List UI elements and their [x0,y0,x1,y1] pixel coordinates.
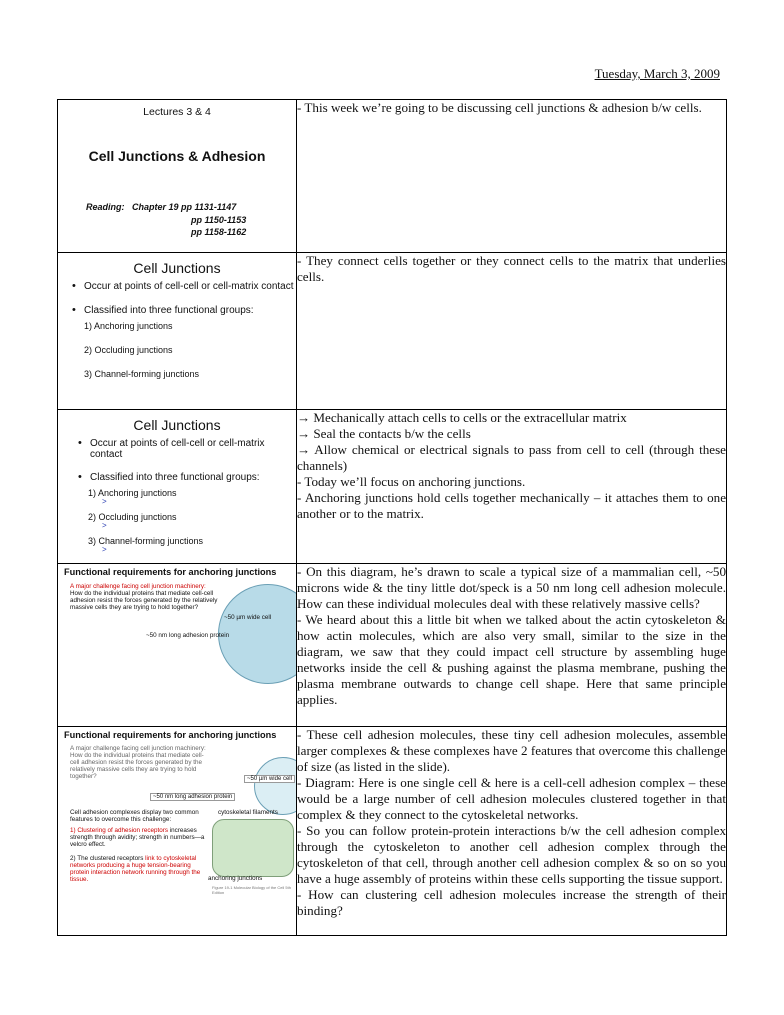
reading-item: pp 1158-1162 [191,227,247,237]
protein-size-label: ~50 nm long adhesion protein [146,632,230,639]
anchoring-label: anchoring junctions [208,875,263,882]
reading-item: pp 1150-1153 [191,214,247,225]
note-cell [297,253,727,410]
reading-label: Reading: [86,202,125,212]
slide-bullet: • Classified into three functional groups: [72,305,296,316]
arrow-marker: > [102,497,107,506]
cell-size-label: ~50 µm wide cell [224,614,272,621]
note-paragraph: → Allow chemical or electrical signals to pass from cell to cell (through these channels) [297,442,726,473]
slide-feature-2 [70,855,210,883]
feature-2-rest: producing a huge tension-bearing protein interaction network running through the tissue. [70,862,201,883]
feature-1-highlight: 1) Clustering of adhesion receptors [70,827,169,834]
arrow-marker: > [102,545,107,554]
slide-title: Functional requirements for anchoring junctions [64,567,277,577]
note-cell [297,410,727,564]
note-cell [297,564,727,727]
table-row [58,564,727,727]
slide-list-item: 3) Channel-forming junctions [88,536,204,546]
table-row [58,727,727,936]
figure-credit: Figure 19-1 Molecular Biology of the Cell 5th Edition [212,885,291,895]
table-row [58,410,727,564]
cell-circle [218,584,296,684]
slide-list-item: 1) Anchoring junctions [84,321,173,331]
slide-title: Functional requirements for anchoring junctions [64,730,277,740]
slide-question: How do the individual proteins that mediate cell-cell adhesion resist the forces generated by the relatively massive cells they are trying to hold together? [70,590,218,611]
feature-2-highlight: link to cytoskeletal networks [70,855,197,869]
cell-circle [254,757,296,815]
slide-bullet: • Occur at points of cell-cell or cell-matrix contact [78,438,296,460]
slide-thumbnail [58,410,297,564]
note-paragraph: - Today we’ll focus on anchoring junctions. [297,474,526,489]
slide-bullet: • Occur at points of cell-cell or cell-matrix contact [72,281,296,292]
slide-thumbnail [58,253,297,410]
slide-list-item: 3) Channel-forming junctions [84,369,200,379]
slide-title: Cell Junctions & Adhesion [88,148,266,164]
note-paragraph: - This week we’re going to be discussing cell junctions & adhesion b/w cells. [297,100,702,115]
reading-list [86,201,296,239]
page-date: Tuesday, March 3, 2009 [594,66,720,81]
table-row [58,100,727,253]
note-paragraph: - On this diagram, he’s drawn to scale a typical size of a mammalian cell, ~50 microns wide & the tiny little dot/speck is a 50 nm long cell adhesion molecule. How can these individual molecules deal with these relatively massive cells? [297,564,726,611]
note-paragraph: - They connect cells together or they connect cells to the matrix that underlies cells. [297,253,726,284]
note-paragraph: - So you can follow protein-protein interactions b/w the cell adhesion complex through the cytoskeleton to another cell adhesion complex through the cytoskeleton of that cell, through another cell adhesion complex & so on so you have a huge assembly of proteins within these cells supporting the tissue support. [297,823,726,886]
note-paragraph: → Seal the contacts b/w the cells [297,426,471,441]
note-paragraph: - We heard about this a little bit when we talked about the actin cytoskeleton & how actin molecules, which are also very small, similar to the size in the diagram, we saw that they could impact cell structure by assembling huge networks inside the cell & pushing against the plasma membrane, pushing the plasma membrane outwards to change cell shape. Here that same principle applies. [297,612,726,707]
cell-size-label: ~50 µm wide cell [244,775,295,783]
note-paragraph: - These cell adhesion molecules, these tiny cell adhesion molecules, assemble larger complexes & these complexes have 2 features that overcome this challenge of size (as listed in the slide). [297,727,726,774]
feature-2-text: 2) The clustered receptors [70,855,144,862]
table-row [58,253,727,410]
note-cell [297,727,727,936]
slide-feature-1 [70,827,210,848]
slide-thumbnail [58,727,297,936]
arrow-marker: > [102,521,107,530]
reading-item: Chapter 19 pp 1131-1147 [132,202,237,212]
protein-size-label: ~50 nm long adhesion protein [150,793,235,801]
note-cell [297,100,727,253]
slide-title: Cell Junctions [133,417,221,433]
note-paragraph: - Diagram: Here is one single cell & here is a cell-cell adhesion complex – these would be a large number of cell adhesion molecules clustered together in that complex & they connect to the cytoskeletal networks. [297,775,726,822]
notes-table [57,99,727,936]
slide-complex-text: Cell adhesion complexes display two common features to overcome this challenge: [70,809,199,823]
slide-question: How do the individual proteins that mediate cell-cell adhesion resist the forces generated by the relatively massive cells they are trying to hold together? [70,752,204,780]
slide-lecture-label: Lectures 3 & 4 [143,106,211,118]
slide-bullet: • Classified into three functional groups: [78,472,296,483]
epithelium-diagram [212,819,294,877]
slide-text-red: A major challenge facing cell junction machinery: [70,583,206,590]
slide-title: Cell Junctions [133,260,221,276]
slide-list-item: 2) Occluding junctions [88,512,177,522]
feature-1-text: increases strength through avidity; strength in numbers—a velcro effect. [70,827,205,848]
note-paragraph: - Anchoring junctions hold cells together mechanically – it attaches them to one another or to the matrix. [297,490,726,521]
filaments-label: cytoskeletal filaments [218,809,278,816]
slide-thumbnail [58,564,297,727]
note-paragraph: - How can clustering cell adhesion molecules increase the strength of their binding? [297,887,726,918]
slide-intro: A major challenge facing cell junction machinery: [70,745,206,752]
slide-list-item: 2) Occluding junctions [84,345,173,355]
slide-list-item: 1) Anchoring junctions [88,488,177,498]
slide-thumbnail [58,100,297,253]
note-paragraph: → Mechanically attach cells to cells or the extracellular matrix [297,410,627,425]
